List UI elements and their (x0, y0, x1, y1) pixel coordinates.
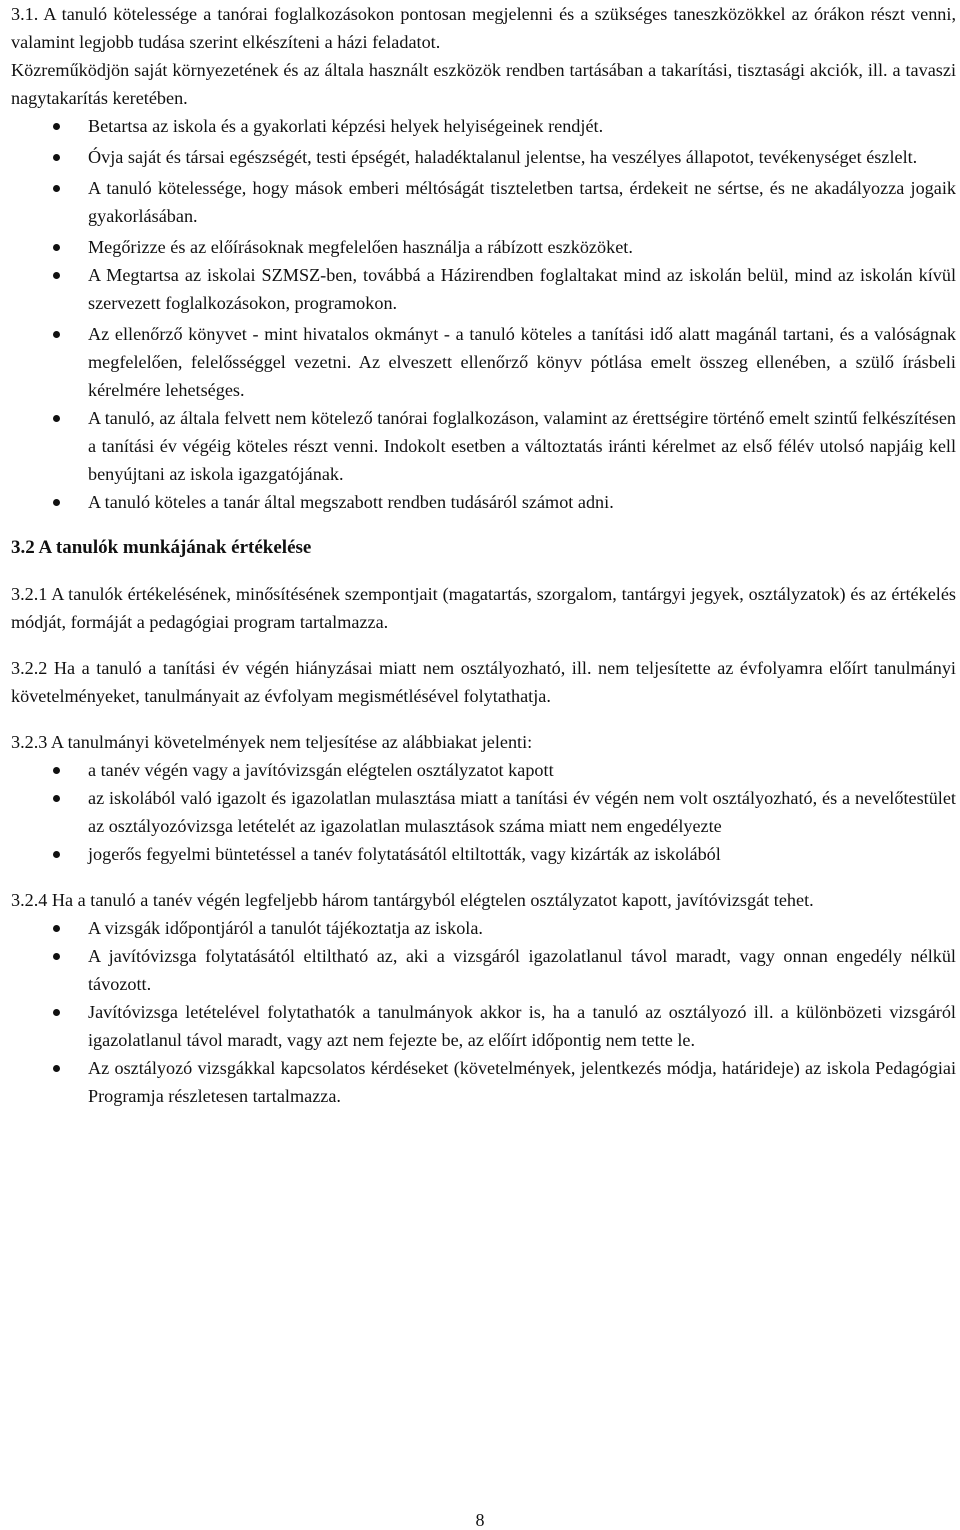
bullet-icon (53, 1065, 60, 1072)
bullet-icon (53, 185, 60, 192)
paragraph-3-1: 3.1. A tanuló kötelessége a tanórai foglalkozásokon pontosan megjelenni és a szükséges taneszközökkel az órákon részt venni, valamint legjobb tudása szerint elkészíteni a házi feladatot. (11, 4, 956, 52)
list-item: jogerős fegyelmi büntetéssel a tanév folytatásától eltiltották, vagy kizárták az iskolából (11, 840, 956, 868)
paragraph-3-2-2: 3.2.2 Ha a tanuló a tanítási év végén hiányzásai miatt nem osztályozható, ill. nem teljesítette az évfolyamra előírt tanulmányi követelményeket, tanulmányait az évfolyam megismétlésével folytathatja. (11, 658, 956, 706)
bullet-icon (53, 925, 60, 932)
list-item: a tanév végén vagy a javítóvizsgán elégtelen osztályzatot kapott (11, 756, 956, 784)
list-item: Javítóvizsga letételével folytathatók a tanulmányok akkor is, ha a tanuló az osztályozó ill. a különbözeti vizsgáról igazolatlanul távol maradt, vagy azt nem fejezte be, az előírt időpontig nem tette le. (11, 998, 956, 1054)
section-heading: 3.2 A tanulók munkájának értékelése (11, 537, 312, 558)
list-item: Az ellenőrző könyvet - mint hivatalos okmányt - a tanuló köteles a tanítási idő alatt magánál tartani, és a valóságnak megfelelően, felelősséggel vezetni. Az elveszett ellenőrző könyv pótlása emelt összeg ellenében, a szülő írásbeli kérelmére lehetséges. (11, 320, 956, 404)
bullet-icon (53, 1009, 60, 1016)
list-item: az iskolából való igazolt és igazolatlan mulasztása miatt a tanítási év végén nem volt osztályozható, és a nevelőtestület az osztályozóvizsga letételét az igazolatlan mulasztások száma miatt nem engedélyezte (11, 784, 956, 840)
bullet-icon (53, 154, 60, 161)
duties-list (11, 112, 956, 516)
list-item: Az osztályozó vizsgákkal kapcsolatos kérdéseket (követelmények, jelentkezés módja, határideje) az iskola Pedagógiai Programja részletesen tartalmazza. (11, 1054, 956, 1110)
bullet-icon (53, 331, 60, 338)
paragraph-3-2-4: 3.2.4 Ha a tanuló a tanév végén legfeljebb három tantárgyból elégtelen osztályzatot kapott, javítóvizsgát tehet. (11, 890, 814, 910)
list-item: Betartsa az iskola és a gyakorlati képzési helyek helyiségeinek rendjét. (11, 112, 956, 140)
list-item: Óvja saját és társai egészségét, testi épségét, haladéktalanul jelentse, ha veszélyes állapotot, tevékenységet észlelt. (11, 143, 956, 171)
paragraph-3-2-1: 3.2.1 A tanulók értékelésének, minősítésének szempontjait (magatartás, szorgalom, tantárgyi jegyek, osztályzatok) és az értékelés módját, formáját a pedagógiai program tartalmazza. (11, 584, 956, 632)
list-item: Megőrizze és az előírásoknak megfelelően használja a rábízott eszközöket. (11, 233, 956, 261)
paragraph-cooperation: Közreműködjön saját környezetének és az általa használt eszközök rendben tartásában a takarítási, tisztasági akciók, ill. a tavaszi nagytakarítás keretében. (11, 60, 956, 108)
requirements-list (11, 756, 956, 868)
makeup-exam-list (11, 914, 956, 1110)
list-item: A tanuló köteles a tanár által megszabott rendben tudásáról számot adni. (11, 488, 956, 516)
paragraph-3-2-3: 3.2.3 A tanulmányi követelmények nem teljesítése az alábbiakat jelenti: (11, 732, 533, 752)
bullet-icon (53, 123, 60, 130)
bullet-icon (53, 499, 60, 506)
list-item: A vizsgák időpontjáról a tanulót tájékoztatja az iskola. (11, 914, 956, 942)
document-page (11, 0, 956, 1110)
page-number: 8 (475, 1510, 485, 1530)
bullet-icon (53, 851, 60, 858)
list-item: A tanuló kötelessége, hogy mások emberi méltóságát tiszteletben tartsa, érdekeit ne sértse, és ne akadályozza jogaik gyakorlásában. (11, 174, 956, 230)
bullet-icon (53, 415, 60, 422)
bullet-icon (53, 795, 60, 802)
list-item: A tanuló, az általa felvett nem kötelező tanórai foglalkozáson, valamint az érettségire történő emelt szintű felkészítésen a tanítási év végéig köteles részt venni. Indokolt esetben a változtatás iránti kérelmet az első félév utolsó napjáig kell benyújtani az iskola igazgatójának. (11, 404, 956, 488)
list-item: A javítóvizsga folytatásától eltiltható az, aki a vizsgáról igazolatlanul távol maradt, vagy onnan engedély nélkül távozott. (11, 942, 956, 998)
bullet-icon (53, 767, 60, 774)
list-item: A Megtartsa az iskolai SZMSZ-ben, továbbá a Házirendben foglaltakat mind az iskolán belül, mind az iskolán kívül szervezett foglalkozásokon, programokon. (11, 261, 956, 317)
bullet-icon (53, 272, 60, 279)
bullet-icon (53, 953, 60, 960)
bullet-icon (53, 244, 60, 251)
